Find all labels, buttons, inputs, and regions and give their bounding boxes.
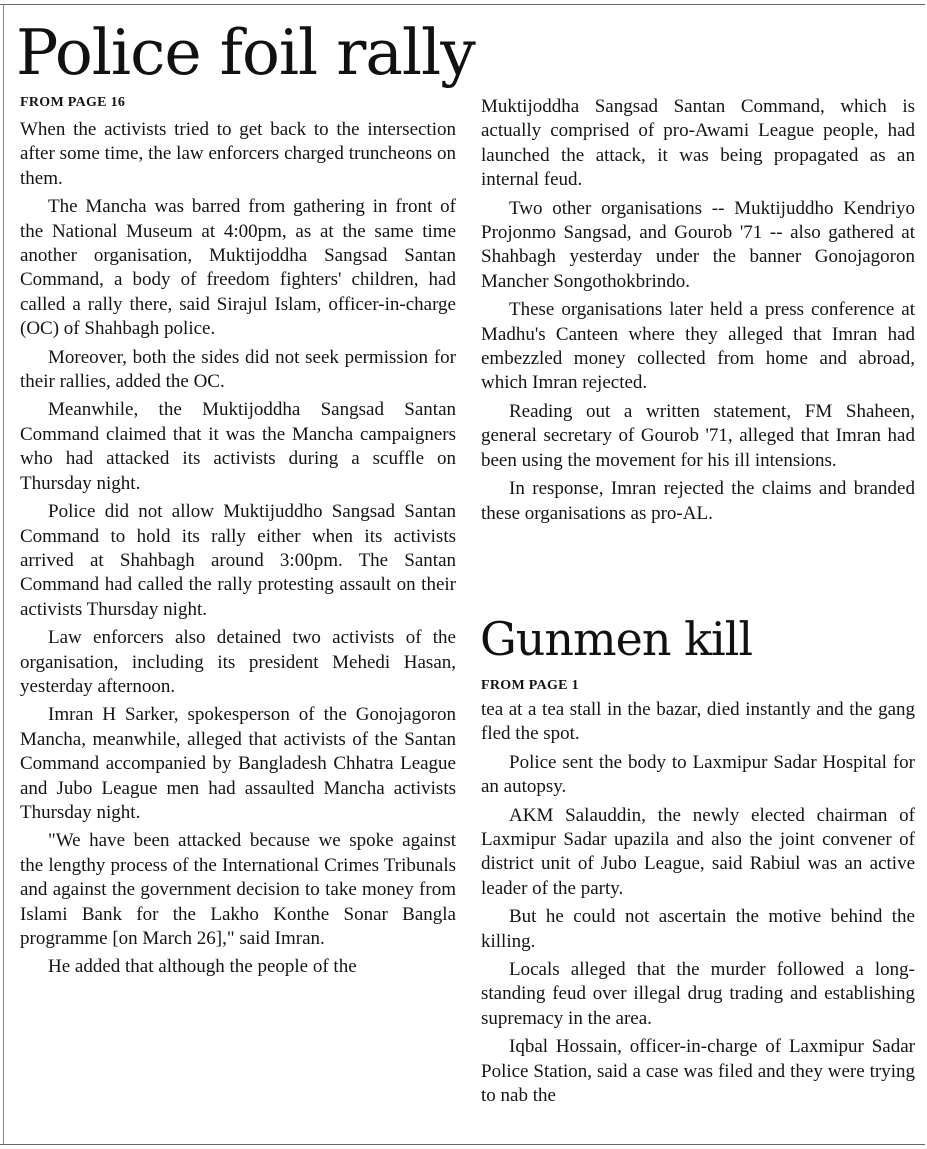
article2-paragraph: But he could not ascertain the motive behind the killing. xyxy=(481,906,915,952)
article1-paragraph: Moreover, both the sides did not seek permission for their rallies, added the OC. xyxy=(20,346,456,393)
article2-body xyxy=(481,698,915,1140)
article2-paragraph: Locals alleged that the murder followed a long-standing feud over illegal drug trading and establishing supremacy in the area. xyxy=(481,959,915,1029)
article1-continued-paragraph: Reading out a written statement, FM Shaheen, general secretary of Gourob '71, alleged that Imran had been using the movement for his ill intensions. xyxy=(481,400,915,471)
article1-paragraph: When the activists tried to get back to the intersection after some time, the law enforcers charged truncheons on them. xyxy=(20,119,456,189)
article2-headline: Gunmen kill xyxy=(480,612,753,666)
left-rule xyxy=(3,4,4,1144)
article2-kicker: FROM PAGE 1 xyxy=(481,678,579,693)
article2-paragraph: Police sent the body to Laxmipur Sadar Hospital for an autopsy. xyxy=(481,751,915,798)
article1-paragraph: "We have been attacked because we spoke against the lengthy process of the International Crimes Tribunals and against the government decision to take money from Islami Bank for the Lakho Konthe Sonar Bangla programme [on March 26]," said Imran. xyxy=(20,830,456,949)
article1-continued-paragraph: Muktijoddha Sangsad Santan Command, which is actually comprised of pro-Awami League people, had launched the attack, it was being propagated as an internal feud. xyxy=(481,96,915,191)
top-rule xyxy=(0,4,925,5)
article2-paragraph: tea at a tea stall in the bazar, died instantly and the gang fled the spot. xyxy=(481,699,915,745)
article1-paragraph: Meanwhile, the Muktijoddha Sangsad Santan Command claimed that it was the Mancha campaigners who had attacked its activists during a scuffle on Thursday night. xyxy=(20,399,456,494)
article1-column-1 xyxy=(20,118,456,1140)
article2-paragraph: AKM Salauddin, the newly elected chairman of Laxmipur Sadar upazila and also the joint convener of district unit of Jubo League, said Rabiul was an active leader of the party. xyxy=(481,804,915,899)
article1-paragraph: Police did not allow Muktijuddho Sangsad Santan Command to hold its rally either when its activists arrived at Shahbagh around 3:00pm. The Santan Command had called the rally protesting assault on their activists Thursday night. xyxy=(20,501,456,620)
article1-headline: Police foil rally xyxy=(16,16,475,89)
article2-paragraph: Iqbal Hossain, officer-in-charge of Laxmipur Sadar Police Station, said a case was filed and they were trying to nab the xyxy=(481,1036,915,1107)
article1-column-2 xyxy=(481,95,915,615)
article1-continued-paragraph: Two other organisations -- Muktijuddho Kendriyo Projonmo Sangsad, and Gourob '71 -- also gathered at Shahbagh yesterday under the banner Gonojagoron Mancher Songothokbrindo. xyxy=(481,197,915,292)
article1-continued-paragraph: In response, Imran rejected the claims and branded these organisations as pro-AL. xyxy=(481,478,915,524)
article1-paragraph: Law enforcers also detained two activists of the organisation, including its president Mehedi Hasan, yesterday afternoon. xyxy=(20,627,456,697)
article1-kicker: FROM PAGE 16 xyxy=(20,95,126,110)
article1-paragraph: The Mancha was barred from gathering in front of the National Museum at 4:00pm, as at the same time another organisation, Muktijoddha Sangsad Santan Command, a body of freedom fighters' children, had called a rally there, said Sirajul Islam, officer-in-charge (OC) of Shahbagh police. xyxy=(20,196,456,340)
article1-paragraph: Imran H Sarker, spokesperson of the Gonojagoron Mancha, meanwhile, alleged that activists of the Santan Command accompanied by Bangladesh Chhatra League and Jubo League men had assaulted Mancha activists Thursday night. xyxy=(20,704,456,823)
article1-paragraph: He added that although the people of the xyxy=(48,956,357,978)
article1-continued-paragraph: These organisations later held a press conference at Madhu's Canteen where they alleged that Imran had embezzled money collected from home and abroad, which Imran rejected. xyxy=(481,299,915,394)
bottom-rule xyxy=(0,1144,925,1145)
